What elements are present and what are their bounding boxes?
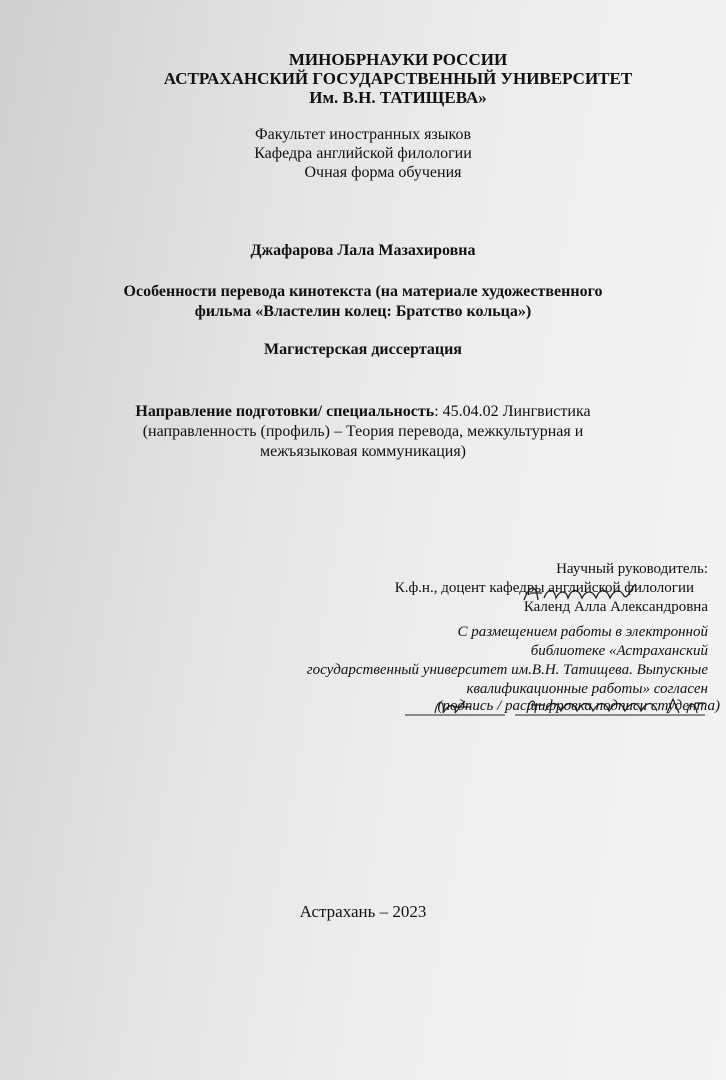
direction-line-2: (направленность (профиль) – Теория перевода, межкультурная и bbox=[142, 423, 584, 440]
work-type: Магистерская диссертация bbox=[264, 341, 462, 358]
topic-line-1: Особенности перевода кинотекста (на материале художественного bbox=[123, 283, 603, 300]
direction-value: : 45.04.02 Лингвистика bbox=[434, 403, 591, 420]
topic-line-2: фильма «Властелин колец: Братство кольца») bbox=[194, 303, 532, 320]
direction-label: Направление подготовки/ специальность bbox=[135, 403, 435, 420]
thesis-topic bbox=[0, 282, 726, 322]
study-form: Очная форма обучения bbox=[304, 164, 462, 181]
supervisor-signature bbox=[520, 580, 640, 606]
consent-line-1: С размещением работы в электронной bbox=[457, 624, 708, 640]
signature-note: (подпись / расшифровка подписи студента) bbox=[437, 698, 720, 714]
university-header bbox=[0, 50, 726, 107]
direction-line-3: межъязыковая коммуникация) bbox=[259, 443, 466, 460]
university-name-line: Им. В.Н. ТАТИЩЕВА» bbox=[309, 88, 487, 107]
author-name: Джафарова Лала Мазахировна bbox=[250, 242, 476, 259]
city-year: Астрахань – 2023 bbox=[299, 902, 427, 921]
supervisor-name: Календ Алла Александровна bbox=[523, 599, 708, 615]
direction-block bbox=[0, 402, 726, 462]
consent-block bbox=[307, 623, 708, 699]
direction-line-1 bbox=[0, 402, 726, 422]
supervisor-position: К.ф.н., доцент кафедры английской филологии bbox=[394, 580, 694, 596]
faculty-block bbox=[0, 125, 726, 182]
consent-line-2: библиотеке «Астраханский bbox=[530, 643, 708, 659]
university-line: АСТРАХАНСКИЙ ГОСУДАРСТВЕННЫЙ УНИВЕРСИТЕТ bbox=[163, 69, 633, 88]
faculty-name: Факультет иностранных языков bbox=[254, 126, 472, 143]
consent-line-3: государственный университет им.В.Н. Татищева. Выпускные bbox=[306, 662, 708, 678]
supervisor-title: Научный руководитель: bbox=[556, 561, 708, 577]
ministry-line: МИНОБРНАУКИ РОССИИ bbox=[288, 50, 508, 69]
department-name: Кафедра английской филологии bbox=[254, 145, 472, 162]
consent-line-4: квалификационные работы» согласен bbox=[466, 681, 708, 697]
